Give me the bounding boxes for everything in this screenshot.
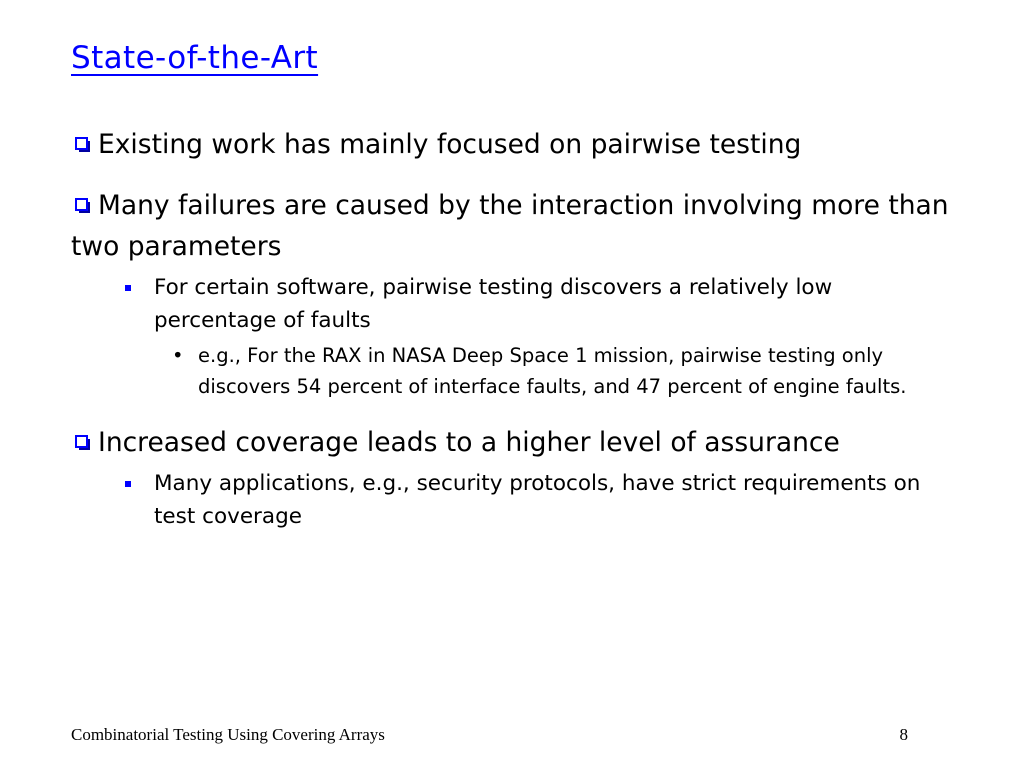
- bullet-text: Increased coverage leads to a higher level of assurance: [98, 427, 840, 458]
- bullet-text: Many failures are caused by the interaction involving more than two parameters: [71, 190, 949, 262]
- sub-bullet-text: Many applications, e.g., security protocols, have strict requirements on test coverage: [154, 471, 921, 529]
- sub-bullet-item: [71, 271, 951, 337]
- hollow-square-icon: [75, 435, 88, 448]
- filled-square-icon: [125, 285, 131, 291]
- footer-title: Combinatorial Testing Using Covering Arrays: [71, 725, 385, 744]
- bullet-text: Existing work has mainly focused on pairwise testing: [98, 129, 802, 160]
- hollow-square-icon: [75, 137, 88, 150]
- sub-sub-bullet-item: [71, 340, 951, 402]
- bullet-item: [71, 422, 951, 463]
- filled-square-icon: [125, 481, 131, 487]
- sub-bullet-item: [71, 467, 951, 533]
- slide-title: State-of-the-Art: [71, 40, 319, 76]
- hollow-square-icon: [75, 198, 88, 211]
- dot-bullet-icon: •: [172, 344, 184, 367]
- sub-bullet-text: For certain software, pairwise testing discovers a relatively low percentage of faults: [154, 275, 833, 333]
- slide-content: [71, 124, 951, 533]
- sub-sub-bullet-text: e.g., For the RAX in NASA Deep Space 1 mission, pairwise testing only discovers 54 percent of interface faults, and 47 percent of engine faults.: [198, 344, 907, 398]
- page-number: 8: [899, 725, 908, 744]
- bullet-item: [71, 185, 951, 267]
- bullet-item: [71, 124, 951, 165]
